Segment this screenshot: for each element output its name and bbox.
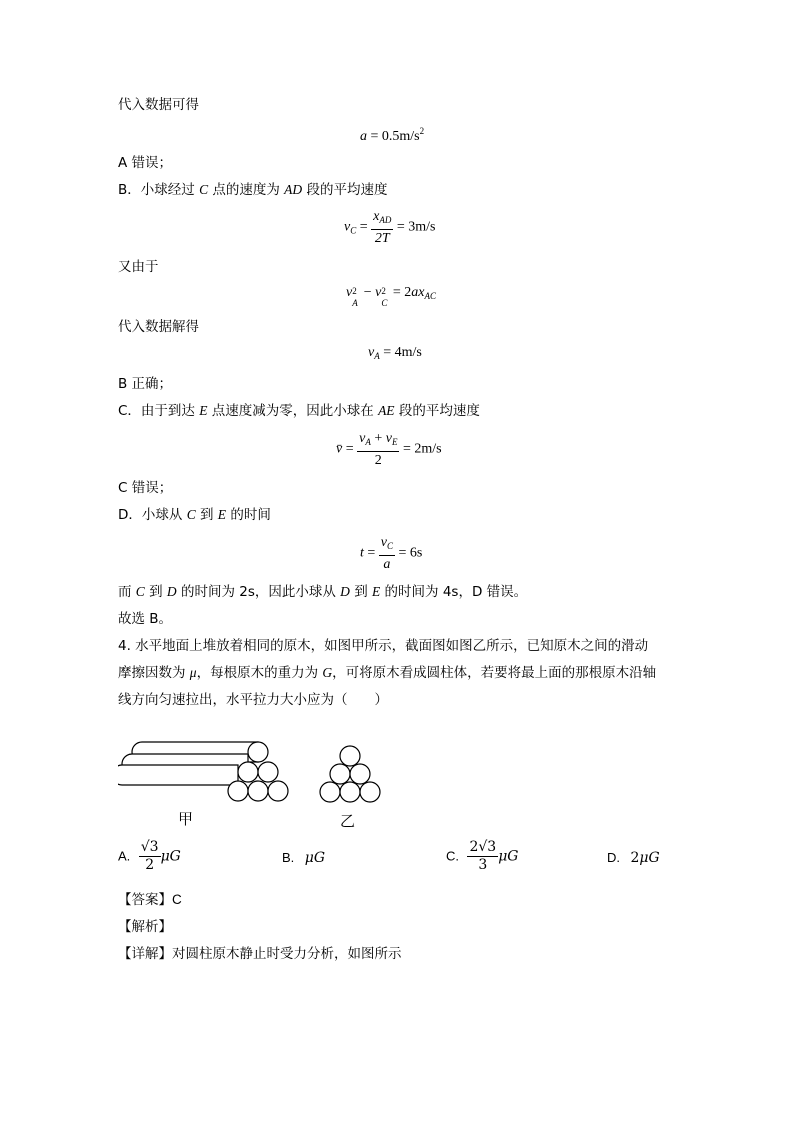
detail-text: 对圆柱原木静止时受力分析，如图所示 (172, 946, 402, 962)
log-stack-figure (118, 728, 298, 810)
option-label: C. (446, 848, 459, 864)
option-a (118, 839, 181, 874)
fraction-num: √3 (140, 839, 159, 855)
eq-den: 2 (374, 453, 382, 468)
text-var: E (372, 584, 381, 599)
eq-symbol: ax (411, 285, 425, 300)
text-seg: 段的平均速度 (394, 403, 480, 419)
question-text: 4. 水平地面上堆放着相同的原木，如图甲所示，截面图如图乙所示，已知原木之间的滑动 (118, 638, 649, 654)
eq-value: = 0.5m/s (367, 129, 420, 144)
text-var: C (135, 584, 145, 599)
text-var: AD (284, 182, 303, 197)
option-fraction (139, 839, 161, 874)
text-line (118, 181, 387, 199)
equation-vc (344, 208, 435, 247)
text-line: 代入数据可得 (118, 97, 199, 113)
text-seg: 到 (144, 584, 167, 600)
eq-fraction (357, 430, 399, 469)
fraction-den: 2 (145, 857, 155, 873)
text-line: A 错误； (118, 155, 173, 171)
eq-symbol: v (368, 345, 375, 360)
answer-value: C (172, 892, 182, 907)
text-seg: 点速度减为零，因此小球在 (207, 403, 379, 419)
text-var: C (186, 507, 196, 522)
eq-fraction (371, 208, 393, 247)
option-b (282, 850, 325, 866)
detail-tag: 【详解】 (118, 946, 172, 962)
eq-fraction (379, 534, 395, 573)
eq-den: a (383, 557, 391, 572)
text-seg: ，每根原木的重力为 (196, 665, 323, 681)
eq-symbol: v (344, 219, 351, 235)
text-var: AE (378, 403, 395, 418)
eq-sub: A (352, 298, 358, 308)
text-seg: 的时间 (226, 507, 271, 523)
eq-sub: C (387, 541, 394, 551)
question-text (118, 664, 656, 682)
option-fraction (467, 839, 498, 874)
text-seg: 点的速度为 (208, 182, 285, 198)
eq-sub: C (381, 298, 388, 308)
answer-line (118, 891, 182, 909)
eq-symbol: v (346, 285, 353, 300)
option-d (607, 850, 660, 866)
eq-value: = 6s (395, 545, 423, 561)
fraction-den: 3 (478, 857, 488, 873)
eq-num: v (385, 431, 392, 446)
text-seg: ，可将原木看成圆柱体，若要将最上面的那根原木沿轴 (332, 665, 657, 681)
eq-sub: A (374, 351, 380, 361)
text-seg: 摩擦因数为 (118, 665, 190, 681)
eq-sub: A (365, 437, 371, 447)
eq-symbol: a (360, 129, 367, 144)
equation-va (368, 345, 422, 361)
eq-num: v (359, 431, 366, 446)
text-seg: 的时间为 2s，因此小球从 (176, 584, 341, 600)
text-seg: 而 (118, 584, 136, 600)
text-var: G (322, 665, 333, 680)
question-text: 线方向匀速拉出，水平拉力大小应为（ ） (118, 692, 388, 708)
eq-op: = (363, 545, 379, 561)
text-line: 又由于 (118, 259, 159, 275)
text-seg: D．小球从 (118, 507, 187, 523)
option-c (446, 839, 519, 874)
option-value: μG (639, 850, 660, 866)
text-var: E (199, 403, 208, 418)
text-var: D (166, 584, 177, 599)
log-cross-section-figure (318, 744, 382, 806)
figure-label-left: 甲 (178, 810, 194, 828)
text-var: E (217, 507, 227, 522)
fraction-num: 2√3 (469, 839, 497, 855)
analysis-tag: 【解析】 (118, 919, 172, 935)
text-seg: 的时间为 4s，D 错误。 (380, 584, 528, 600)
eq-op: + (370, 431, 386, 446)
eq-sub: E (391, 437, 398, 447)
text-line (118, 402, 480, 420)
option-value: μG (304, 850, 326, 866)
text-line: C 错误； (118, 480, 173, 496)
figure-label-right: 乙 (340, 812, 356, 830)
text-seg: C．由于到达 (118, 403, 200, 419)
text-line: 代入数据解得 (118, 319, 199, 335)
text-line: B 正确； (118, 376, 173, 392)
text-seg: 到 (195, 507, 218, 523)
eq-op: = (342, 441, 358, 457)
answer-tag: 【答案】 (118, 892, 172, 908)
eq-den: 2T (374, 231, 390, 246)
eq-op: = 2 (389, 285, 412, 300)
eq-value: = 4m/s (379, 345, 422, 360)
eq-sub: AD (379, 215, 392, 225)
equation-time (360, 534, 422, 573)
eq-symbol: v̄ (336, 441, 343, 457)
eq-num: v (380, 535, 388, 550)
option-label: D. (607, 850, 620, 865)
text-seg: 到 (349, 584, 372, 600)
equation-average-velocity (336, 430, 442, 469)
eq-sup: 2 (419, 126, 425, 136)
eq-op: − (360, 285, 376, 300)
eq-sub: AC (424, 291, 436, 301)
eq-symbol: v (375, 285, 382, 300)
eq-sub: C (350, 225, 357, 236)
option-label: A. (118, 848, 131, 864)
eq-op: = (356, 219, 372, 235)
detail-line (118, 945, 402, 963)
text-seg: 段的平均速度 (302, 182, 388, 198)
text-seg: B．小球经过 (118, 182, 200, 198)
eq-value: = 3m/s (393, 219, 436, 235)
option-value: μG (498, 848, 519, 865)
text-line (118, 506, 271, 524)
text-var: C (199, 182, 209, 197)
text-var: D (340, 584, 350, 599)
text-var: μ (189, 665, 197, 680)
text-line (118, 583, 527, 601)
eq-num: x (373, 209, 380, 224)
eq-value: = 2m/s (399, 441, 442, 457)
option-label: B. (282, 850, 295, 865)
equation-acceleration (360, 126, 424, 145)
equation-kinematic (346, 285, 436, 308)
text-line: 故选 B。 (118, 611, 173, 627)
option-value: μG (160, 848, 181, 865)
option-coef: 2 (630, 850, 640, 866)
eq-sup: 2 (381, 286, 386, 296)
eq-sup: 2 (352, 286, 357, 296)
eq-symbol: t (360, 545, 364, 561)
